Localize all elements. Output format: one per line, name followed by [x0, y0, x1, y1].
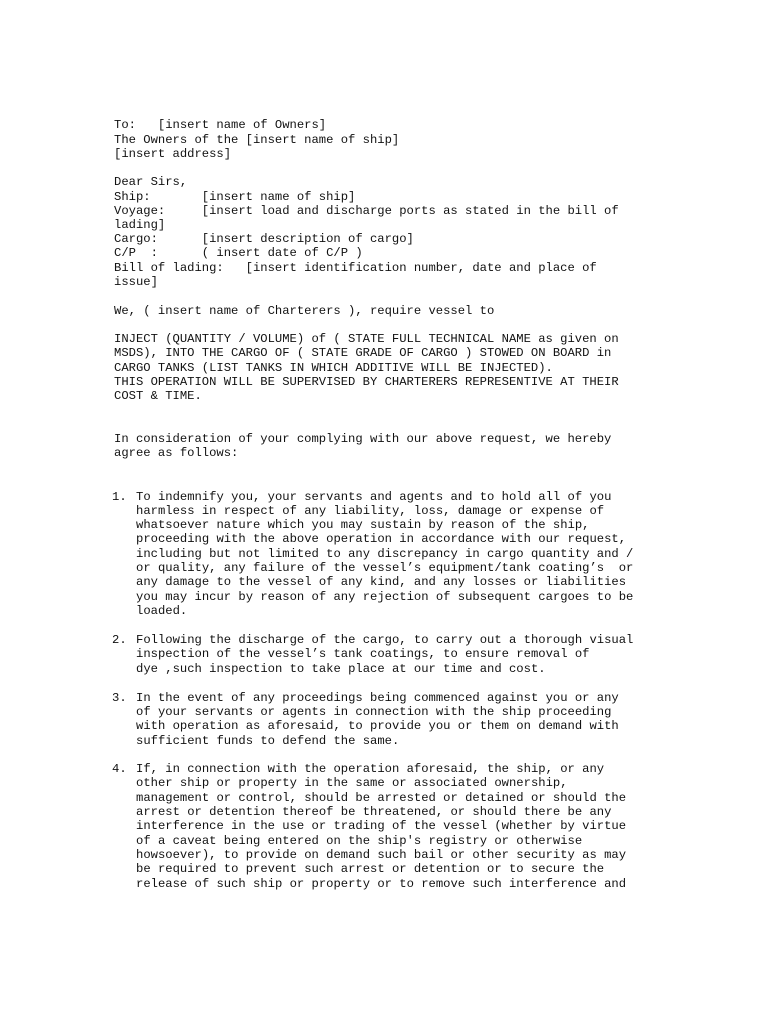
injection-line: COST & TIME.: [114, 389, 202, 403]
cargo-line: Cargo: [insert description of cargo]: [114, 232, 414, 246]
clause-line: Following the discharge of the cargo, to carry out a thorough visual: [136, 633, 634, 647]
salutation: Dear Sirs,: [114, 175, 188, 189]
bill-of-lading-line-continued: issue]: [114, 275, 158, 289]
clause-line: management or control, should be arrested or detained or should the: [136, 791, 627, 805]
clause-line: of a caveat being entered on the ship's registry or otherwise: [136, 834, 583, 848]
bill-of-lading-line: Bill of lading: [insert identification number, date and place of: [114, 261, 597, 275]
clause-line: or quality, any failure of the vessel’s equipment/tank coating’s or: [136, 561, 634, 575]
owners-line: The Owners of the [insert name of ship]: [114, 133, 400, 147]
clause-line: howsoever), to provide on demand such bail or other security as may: [136, 848, 627, 862]
clause-line: any damage to the vessel of any kind, and any losses or liabilities: [136, 575, 627, 589]
clause-line: with operation as aforesaid, to provide you or them on demand with: [136, 719, 619, 733]
clause-line: interference in the use or trading of the vessel (whether by virtue: [136, 819, 627, 833]
injection-line: INJECT (QUANTITY / VOLUME) of ( STATE FULL TECHNICAL NAME as given on: [114, 332, 619, 346]
clause-line: release of such ship or property or to remove such interference and: [136, 877, 627, 891]
clause-line: including but not limited to any discrepancy in cargo quantity and /: [136, 547, 634, 561]
consideration-line: In consideration of your complying with our above request, we hereby: [114, 432, 612, 446]
ship-line: Ship: [insert name of ship]: [114, 190, 356, 204]
clause-line: In the event of any proceedings being commenced against you or any: [136, 691, 619, 705]
clause-line: To indemnify you, your servants and agents and to hold all of you: [136, 490, 612, 504]
clause-line: sufficient funds to defend the same.: [136, 734, 400, 748]
clause-line: you may incur by reason of any rejection of subsequent cargoes to be: [136, 590, 634, 604]
clause-line: dye ,such inspection to take place at our time and cost.: [136, 662, 546, 676]
clause-number: 4.: [112, 762, 127, 776]
clause-line: proceeding with the above operation in accordance with our request,: [136, 532, 627, 546]
consideration-line: agree as follows:: [114, 446, 239, 460]
clause-line: of your servants or agents in connection with the ship proceeding: [136, 705, 612, 719]
clause-line: harmless in respect of any liability, loss, damage or expense of: [136, 504, 605, 518]
clause-line: arrest or detention thereof be threatened, or should there be any: [136, 805, 612, 819]
address-line: [insert address]: [114, 147, 232, 161]
clause-line: If, in connection with the operation aforesaid, the ship, or any: [136, 762, 605, 776]
voyage-line-continued: lading]: [114, 218, 166, 232]
clause-line: inspection of the vessel’s tank coatings, to ensure removal of: [136, 647, 590, 661]
addressee-line: To: [insert name of Owners]: [114, 118, 327, 132]
clause-number: 2.: [112, 633, 127, 647]
clause-number: 1.: [112, 490, 127, 504]
injection-line: MSDS), INTO THE CARGO OF ( STATE GRADE OF CARGO ) STOWED ON BOARD in: [114, 346, 612, 360]
injection-line: THIS OPERATION WILL BE SUPERVISED BY CHARTERERS REPRESENTIVE AT THEIR: [114, 375, 619, 389]
clause-line: whatsoever nature which you may sustain by reason of the ship,: [136, 518, 590, 532]
clause-line: other ship or property in the same or associated ownership,: [136, 776, 568, 790]
clause-line: loaded.: [136, 604, 188, 618]
injection-line: CARGO TANKS (LIST TANKS IN WHICH ADDITIVE WILL BE INJECTED).: [114, 361, 553, 375]
clause-number: 3.: [112, 691, 127, 705]
clause-line: be required to prevent such arrest or detention or to secure the: [136, 862, 605, 876]
voyage-line: Voyage: [insert load and discharge ports as stated in the bill of: [114, 204, 619, 218]
request-line: We, ( insert name of Charterers ), require vessel to: [114, 304, 495, 318]
charter-party-line: C/P : ( insert date of C/P ): [114, 246, 363, 260]
